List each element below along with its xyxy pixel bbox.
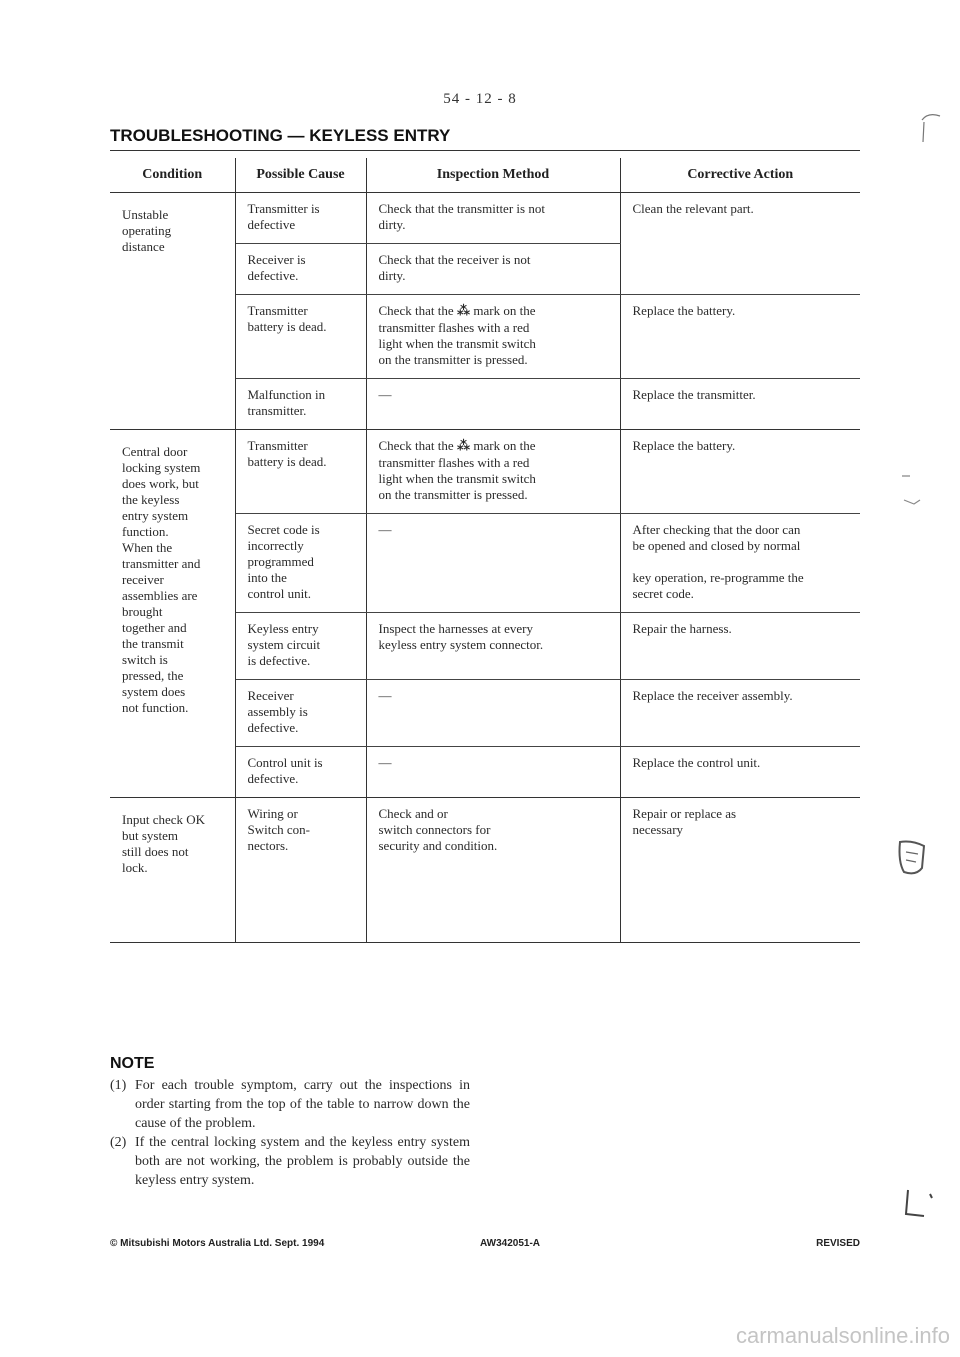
note-item (110, 1076, 470, 1133)
note-number: (1) (110, 1078, 127, 1093)
cause-cell: Malfunction in transmitter. (235, 379, 366, 430)
action-cell: Repair or replace as necessary (620, 798, 860, 943)
inspection-cell: — (366, 514, 620, 613)
header-inspection-method: Inspection Method (366, 158, 620, 193)
inspection-cell: — (366, 680, 620, 747)
table-header-row (110, 158, 860, 193)
note-list (110, 1076, 470, 1190)
inspection-cell: Check that the receiver is not dirty. (366, 244, 620, 295)
note-number: (2) (110, 1135, 127, 1150)
watermark: carmanualsonline.info (735, 1323, 950, 1348)
note-text: For each trouble symptom, carry out the inspections in order starting from the top of the table to narrow down the cause of the problem. (135, 1078, 470, 1131)
scan-mark-top (918, 110, 948, 146)
cause-cell: Transmitter battery is dead. (235, 430, 366, 514)
note-text: If the central locking system and the keyless entry system both are not working, the problem is probably outside the keyless entry system. (135, 1135, 470, 1188)
transmitter-led-mark-icon: ⁂ (456, 439, 471, 454)
inspection-text-end: mark on the transmitter flashes with a red light when the transmit switch on the transmitter is pressed. (378, 438, 536, 502)
inspection-cell: — (366, 747, 620, 798)
table-row (110, 430, 860, 514)
page-title: TROUBLESHOOTING — KEYLESS ENTRY (110, 126, 451, 145)
action-cell: After checking that the door can be opened and closed by normal key operation, re-programme the secret code. (620, 514, 860, 613)
condition-cell: Central door locking system does work, but the keyless entry system function. When the transmitter and receiver assemblies are brought together and the transmit switch is pressed, the system does not function. (110, 430, 235, 798)
inspection-cell: Inspect the harnesses at every keyless entry system connector. (366, 613, 620, 680)
page-footer (110, 1238, 860, 1254)
note-item (110, 1133, 470, 1190)
page-number: 54 - 12 - 8 (443, 91, 517, 107)
scan-mark-bottom (900, 1186, 940, 1222)
action-cell: Replace the battery. (620, 430, 860, 514)
transmitter-led-mark-icon: ⁂ (456, 304, 471, 319)
inspection-text-start: Check that the (378, 303, 457, 318)
action-cell: Replace the transmitter. (620, 379, 860, 430)
header-corrective-action: Corrective Action (620, 158, 860, 193)
cause-cell: Keyless entry system circuit is defective. (235, 613, 366, 680)
cause-cell: Transmitter is defective (235, 193, 366, 244)
cause-cell: Receiver is defective. (235, 244, 366, 295)
condition-cell: Unstable operating distance (110, 193, 235, 430)
cause-cell: Secret code is incorrectly programmed into the control unit. (235, 514, 366, 613)
action-cell: Replace the receiver assembly. (620, 680, 860, 747)
header-condition: Condition (110, 158, 235, 193)
inspection-cell: — (366, 379, 620, 430)
table-row (110, 193, 860, 244)
cause-cell: Transmitter battery is dead. (235, 295, 366, 379)
binding-clip-mark (892, 832, 932, 880)
cause-cell: Wiring or Switch con- nectors. (235, 798, 366, 943)
action-cell: Clean the relevant part. (620, 193, 860, 295)
inspection-text-end: mark on the transmitter flashes with a red light when the transmit switch on the transmitter is pressed. (378, 303, 536, 367)
action-cell: Repair the harness. (620, 613, 860, 680)
table-row (110, 798, 860, 943)
scan-mark-middle (898, 470, 928, 514)
condition-cell: Input check OK but system still does not lock. (110, 798, 235, 943)
inspection-cell (366, 430, 620, 514)
header-possible-cause: Possible Cause (235, 158, 366, 193)
cause-cell: Control unit is defective. (235, 747, 366, 798)
title-rule (110, 150, 860, 151)
inspection-text-start: Check that the (378, 438, 457, 453)
cause-cell: Receiver assembly is defective. (235, 680, 366, 747)
note-heading: NOTE (110, 1055, 155, 1072)
action-cell: Replace the battery. (620, 295, 860, 379)
footer-copyright: © Mitsubishi Motors Australia Ltd. Sept. 1994 (110, 1238, 325, 1249)
troubleshooting-table (110, 158, 860, 943)
action-cell: Replace the control unit. (620, 747, 860, 798)
inspection-cell: Check and or switch connectors for security and condition. (366, 798, 620, 943)
footer-revision-status: REVISED (816, 1238, 860, 1249)
footer-document-code: AW342051-A (480, 1238, 541, 1249)
inspection-cell (366, 295, 620, 379)
inspection-cell: Check that the transmitter is not dirty. (366, 193, 620, 244)
